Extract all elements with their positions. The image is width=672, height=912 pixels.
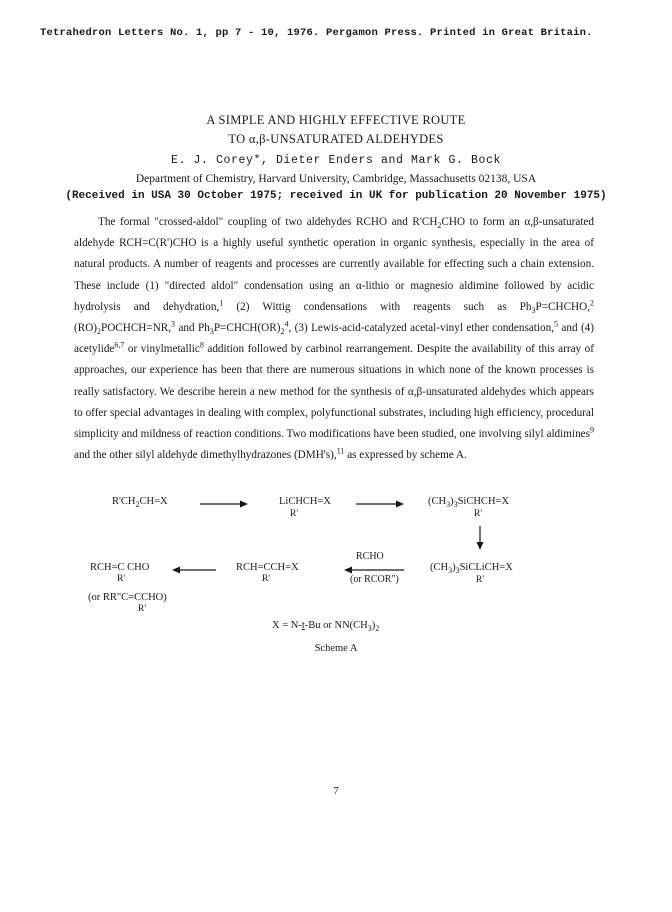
title-line-1: A SIMPLE AND HIGHLY EFFECTIVE ROUTE (206, 113, 466, 127)
compound-unsaturated-imine: RCH=CCH=X (236, 562, 299, 573)
reference-marker: 8 (199, 340, 204, 350)
compound-aldehyde-derivative: $R'CH_2CH=X$ (112, 496, 168, 510)
text-run: addition followed by carbinol rearrangement. Despite the availability of this array of approaches, our experience has been that there are numerous situations in which none of the known processes is really satisfactory. We describe herein a new method for the synthesis of α,β-unsaturated aldehydes which appears to offer special advantages in dealing with complex, polyfunctional substrates, including high efficiency, procedural simplicity and mildness of reaction conditions. Two modifications have been studied, one involving silyl aldimines (74, 343, 594, 441)
compound-lithio: LiCHCH=X (279, 496, 332, 507)
substituent-r-prime: R' (474, 509, 483, 519)
reference-marker: 11 (336, 446, 345, 456)
scheme-a (0, 490, 672, 660)
text-run: (2) Wittig condensations with reagents such as Ph (223, 300, 532, 313)
arrow-left-icon (344, 566, 404, 574)
text-run: POCHCH=NR, (101, 322, 172, 335)
text-run: , (3) Lewis-acid-catalyzed acetal-vinyl ether condensation, (288, 322, 554, 335)
title-line-2: TO α,β-UNSATURATED ALDEHYDES (228, 132, 444, 146)
subscript: 3 (531, 306, 536, 316)
text-run: and (4) acetylide (74, 322, 595, 356)
compound-silyl: $(CH_3)_3SiCHCH=X$ (428, 496, 510, 510)
text-run: or vinylmetallic (124, 343, 200, 356)
compound-unsaturated-aldehyde: RCH=C CHO (90, 562, 150, 573)
reference-marker: 5 (553, 319, 558, 329)
text-run: P=CHCH(OR) (213, 322, 281, 335)
arrow-right-icon (356, 500, 404, 508)
reference-marker: 4 (284, 319, 289, 329)
arrow-down-icon (476, 526, 484, 550)
text-run: and Ph (175, 322, 210, 335)
paragraph (74, 212, 594, 466)
body-text (74, 212, 594, 466)
scheme-label: Scheme A (314, 643, 358, 654)
article-title (0, 111, 672, 149)
reference-marker: 3 (171, 319, 176, 329)
substituent-r-prime: R' (138, 604, 147, 614)
subscript: 2 (280, 327, 285, 337)
subscript: 2 (437, 221, 442, 231)
received-dates: (Received in USA 30 October 1975; received in UK for publication 20 November 1975) (65, 190, 607, 202)
text-run: (RO) (74, 322, 97, 335)
x-definition: X = N-t-Bu or $NN(CH_3)_2$ (272, 620, 380, 634)
reference-marker: 6,7 (114, 340, 125, 350)
substituent-r-prime: R' (476, 575, 485, 585)
reference-marker: 9 (590, 425, 594, 435)
reference-marker: 1 (219, 298, 224, 308)
subscript: 2 (97, 327, 101, 337)
substituent-r-prime: R' (117, 574, 126, 584)
text-run: as expressed by scheme A. (344, 449, 467, 462)
subscript: 3 (209, 327, 214, 337)
authors: E. J. Corey*, Dieter Enders and Mark G. Bock (170, 154, 502, 167)
arrow-right-icon (200, 500, 248, 508)
compound-ketone-product: (or RR"C=CCHO) (88, 592, 167, 603)
affiliation: Department of Chemistry, Harvard University, Cambridge, Massachusetts 02138, USA (135, 173, 537, 185)
reagent-aldehyde: RCHO (356, 551, 384, 562)
page-number: 7 (333, 785, 339, 797)
journal-header: Tetrahedron Letters No. 1, pp 7 - 10, 1976. Pergamon Press. Printed in Great Britain. (40, 27, 593, 39)
text-run: and the other silyl aldehyde dimethylhydrazones (DMH's), (74, 449, 337, 462)
reference-marker: 2 (590, 298, 594, 308)
arrow-left-icon (172, 566, 216, 574)
text-run: The formal "crossed-aldol" coupling of two aldehydes RCHO and R'CH (98, 216, 438, 228)
text-run: P=CHCHO, (535, 300, 590, 313)
compound-lithio-silyl: $(CH_3)_3SiCLiCH=X$ (430, 562, 513, 576)
reagent-ketone: (or RCOR") (350, 574, 399, 585)
substituent-r-prime: R' (262, 574, 271, 584)
substituent-r-prime: R' (290, 509, 299, 519)
text-run: CHO to form an α,β-unsaturated aldehyde RCH=C(R')CHO is a highly useful synthetic operation in organic synthesis, especially in the area of natural products. A number of reagents and processes are currently available for effecting such a chain extension. These include (1) "directed aldol" condensation using an α-lithio or magnesio aldimine followed by acidic hydrolysis and dehydration, (74, 216, 594, 313)
